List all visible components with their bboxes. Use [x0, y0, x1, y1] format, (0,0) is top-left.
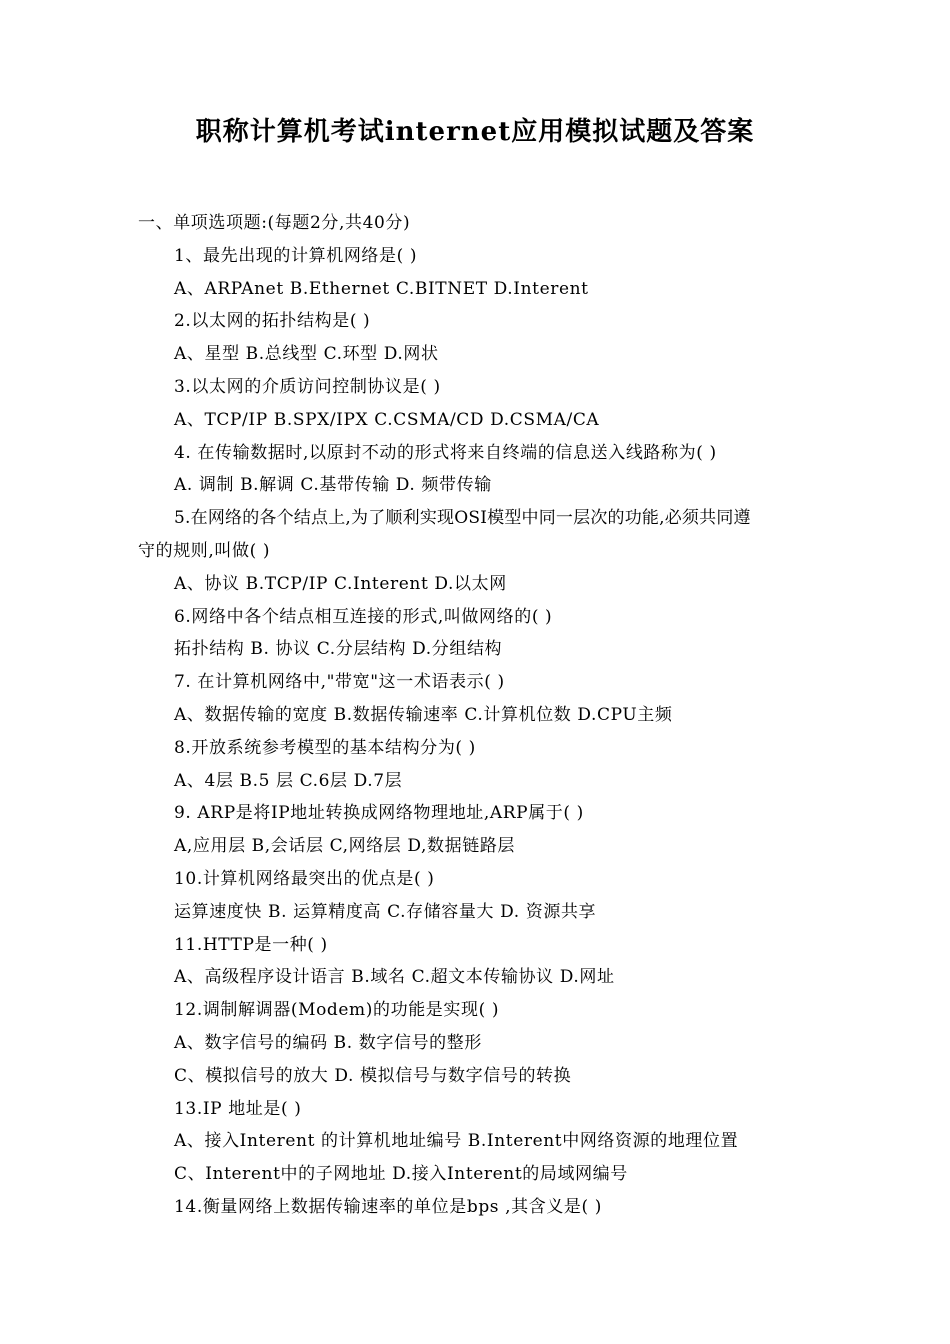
question-1: 1、最先出现的计算机网络是( ): [174, 245, 418, 266]
question-1-options: A、ARPAnet B.Ethernet C.BITNET D.Interent: [174, 278, 589, 299]
question-14: 14.衡量网络上数据传输速率的单位是bps ,其含义是( ): [174, 1196, 602, 1217]
question-10-options: 运算速度快 B. 运算精度高 C.存储容量大 D. 资源共享: [174, 901, 597, 922]
question-9-options: A,应用层 B,会话层 C,网络层 D,数据链路层: [174, 836, 516, 857]
question-13: 13.IP 地址是( ): [174, 1098, 302, 1119]
question-2-options: A、星型 B.总线型 C.环型 D.网状: [174, 344, 439, 365]
question-8-options: A、4层 B.5 层 C.6层 D.7层: [174, 770, 403, 791]
question-12-options-ab: A、数字信号的编码 B. 数字信号的整形: [174, 1032, 482, 1053]
question-13-options-ab: A、接入Interent 的计算机地址编号 B.Interent中网络资源的地理位置: [174, 1131, 739, 1152]
question-5-continued: 守的规则,叫做( ): [138, 540, 271, 561]
question-11: 11.HTTP是一种( ): [174, 934, 328, 955]
section-heading: 一、单项选项题:(每题2分,共40分): [138, 213, 411, 233]
question-5-options: A、协议 B.TCP/IP C.Interent D.以太网: [174, 573, 507, 594]
page-title: 职称计算机考试internet应用模拟试题及答案: [195, 117, 755, 147]
question-4: 4. 在传输数据时,以原封不动的形式将来自终端的信息送入线路称为( ): [174, 442, 717, 463]
question-11-options: A、高级程序设计语言 B.域名 C.超文本传输协议 D.网址: [174, 967, 615, 988]
question-12: 12.调制解调器(Modem)的功能是实现( ): [174, 1000, 500, 1021]
question-7-options: A、数据传输的宽度 B.数据传输速率 C.计算机位数 D.CPU主频: [174, 704, 673, 725]
question-4-options: A. 调制 B.解调 C.基带传输 D. 频带传输: [174, 475, 492, 496]
question-8: 8.开放系统参考模型的基本结构分为( ): [174, 737, 476, 758]
question-5: 5.在网络的各个结点上,为了顺利实现OSI模型中同一层次的功能,必须共同遵: [174, 508, 751, 529]
question-7: 7. 在计算机网络中,"带宽"这一术语表示( ): [174, 672, 505, 693]
question-6: 6.网络中各个结点相互连接的形式,叫做网络的( ): [174, 606, 553, 627]
question-13-options-cd: C、Interent中的子网地址 D.接入Interent的局域网编号: [174, 1164, 628, 1185]
question-3-options: A、TCP/IP B.SPX/IPX C.CSMA/CD D.CSMA/CA: [174, 409, 600, 430]
question-9: 9. ARP是将IP地址转换成网络物理地址,ARP属于( ): [174, 803, 584, 824]
question-3: 3.以太网的介质访问控制协议是( ): [174, 376, 441, 397]
question-12-options-cd: C、模拟信号的放大 D. 模拟信号与数字信号的转换: [174, 1065, 572, 1086]
question-10: 10.计算机网络最突出的优点是( ): [174, 868, 435, 889]
question-2: 2.以太网的拓扑结构是( ): [174, 311, 371, 332]
document-body: [138, 207, 828, 1224]
question-6-options: 拓扑结构 B. 协议 C.分层结构 D.分组结构: [174, 639, 503, 660]
